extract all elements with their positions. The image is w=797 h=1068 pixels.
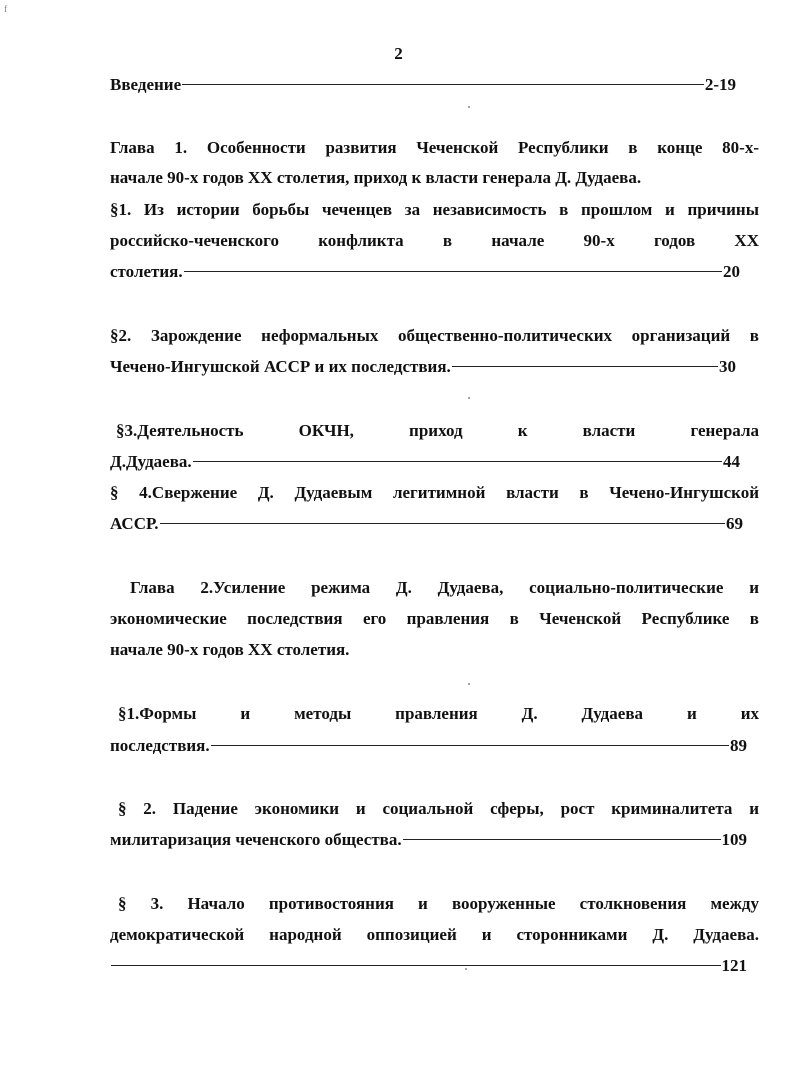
toc-intro-pages: 2-19	[704, 75, 736, 94]
chapter2-heading-line1: Глава 2.Усиление режима Д. Дудаева, социально-политические и	[130, 578, 759, 597]
scan-speck	[468, 106, 470, 108]
section2-3-line2: демократической народной оппозицией и сторонниками Д. Дудаева.	[110, 925, 759, 944]
scan-speck	[468, 683, 470, 685]
section1-3-line2: Д.Дудаева.	[110, 452, 192, 471]
chapter2-heading-line3: начале 90-х годов XX столетия.	[110, 640, 350, 659]
toc-entry-section1-4	[110, 508, 743, 540]
chapter1-heading-line2: начале 90-х годов XX столетия, приход к власти генерала Д. Дудаева.	[110, 168, 642, 187]
page-number: 2	[394, 44, 403, 63]
dotted-leader-line	[211, 745, 729, 746]
chapter1-heading-line1: Глава 1. Особенности развития Чеченской Республики в конце 80-х-	[110, 138, 759, 157]
scan-corner-mark: f	[4, 4, 7, 14]
dotted-leader-line	[111, 965, 721, 966]
toc-entry-section1-2	[110, 351, 736, 383]
section1-2-line1: §2. Зарождение неформальных общественно-политических организаций в	[110, 326, 759, 345]
section1-1-line1: §1. Из истории борьбы чеченцев за независимость в прошлом и причины	[110, 200, 759, 219]
section1-1-page: 20	[723, 262, 740, 281]
toc-entry-intro	[110, 69, 736, 101]
section2-3-line1: § 3. Начало противостояния и вооруженные столкновения между	[118, 894, 759, 913]
dotted-leader-line	[452, 366, 718, 367]
section2-2-line1: § 2. Падение экономики и социальной сферы, рост криминалитета и	[118, 799, 759, 818]
toc-entry-section2-2	[110, 824, 747, 856]
section1-4-line2: АССР.	[110, 514, 159, 533]
section1-1-line3: столетия.	[110, 262, 183, 281]
dotted-leader-line	[193, 461, 722, 462]
section2-2-line2: милитаризация чеченского общества.	[110, 830, 402, 849]
dotted-leader-line	[184, 271, 722, 272]
section1-4-line1: § 4.Свержение Д. Дудаевым легитимной власти в Чечено-Ингушской	[110, 483, 759, 502]
section2-1-line1: §1.Формы и методы правления Д. Дудаева и их	[118, 704, 759, 723]
toc-entry-section1-3	[110, 446, 740, 478]
toc-entry-section2-3	[110, 950, 747, 982]
scan-speck	[468, 397, 470, 399]
section1-3-line1: §3.Деятельность ОКЧН, приход к власти генерала	[116, 421, 759, 440]
section2-3-page: 121	[721, 956, 747, 975]
section1-3-page: 44	[723, 452, 740, 471]
scan-speck	[465, 968, 467, 970]
section1-2-line2: Чечено-Ингушской АССР и их последствия.	[110, 357, 451, 376]
toc-entry-section1-1	[110, 256, 740, 288]
section2-2-page: 109	[721, 830, 747, 849]
section2-1-page: 89	[730, 736, 747, 755]
chapter2-heading-line2: экономические последствия его правления в Чеченской Республике в	[110, 609, 759, 628]
section1-1-line2: российско-чеченского конфликта в начале 90-х годов XX	[110, 231, 759, 250]
dotted-leader-line	[160, 523, 726, 524]
toc-entry-section2-1	[110, 730, 747, 762]
section2-1-line2: последствия.	[110, 736, 210, 755]
dotted-leader-line	[182, 84, 704, 85]
section1-2-page: 30	[719, 357, 736, 376]
dotted-leader-line	[403, 839, 721, 840]
section1-4-page: 69	[726, 514, 743, 533]
toc-intro-title: Введение	[110, 75, 182, 94]
